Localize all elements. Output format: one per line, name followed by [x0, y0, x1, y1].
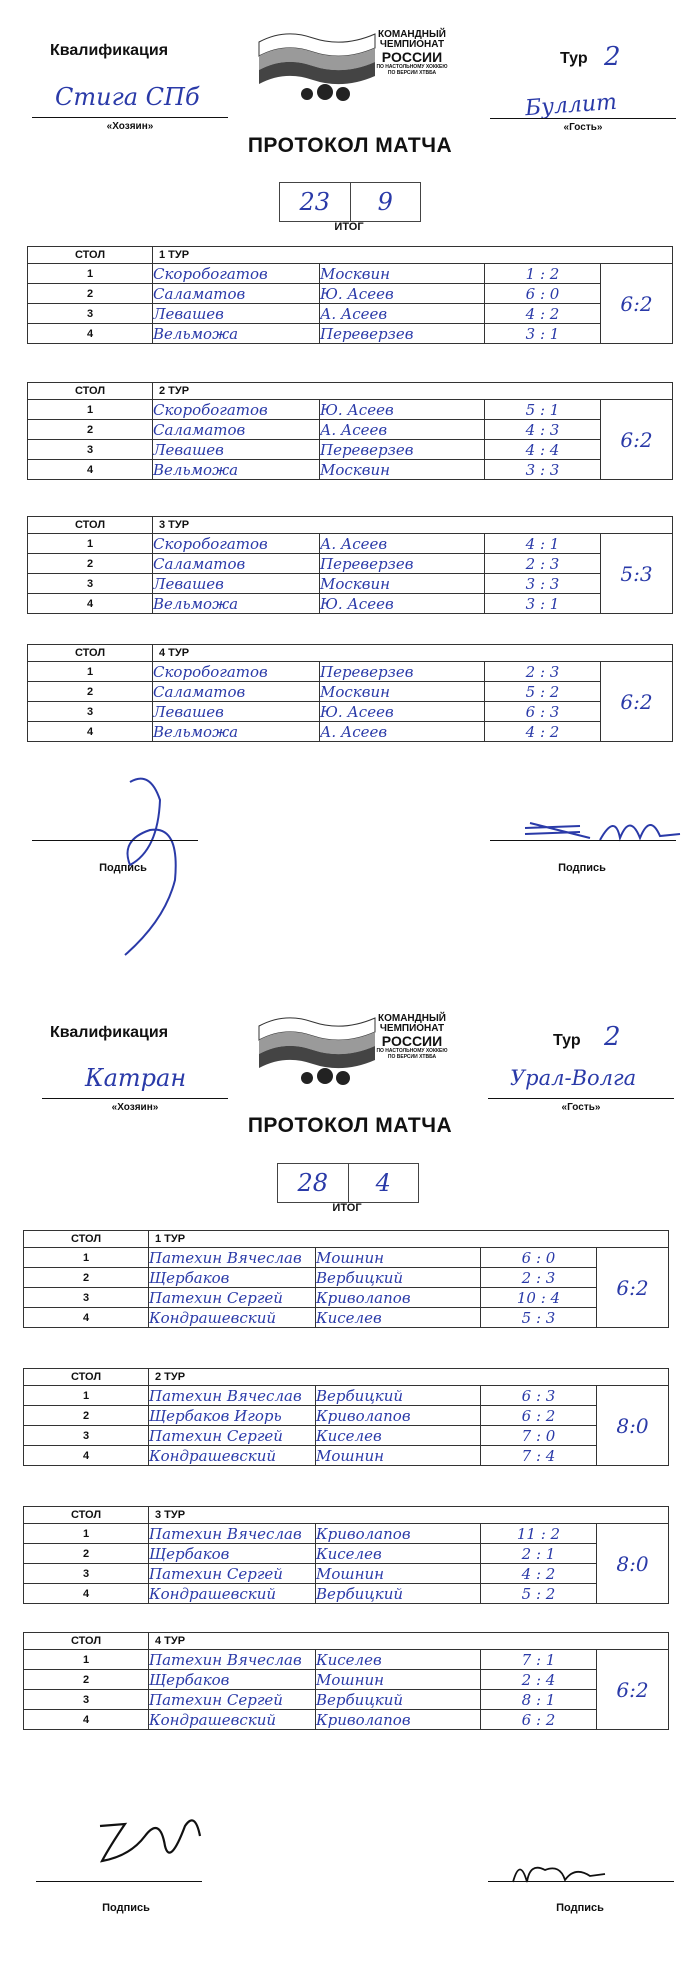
round-total: 8:0 [597, 1386, 669, 1466]
table-number: 1 [28, 534, 153, 554]
game-score: 6 : 2 [481, 1406, 597, 1426]
table-row [28, 264, 673, 284]
final-score [277, 1163, 419, 1203]
table-number: 3 [24, 1564, 149, 1584]
table-row [24, 1288, 669, 1308]
round-table-2 [27, 382, 673, 480]
guest-player: Ю. Асеев [320, 284, 485, 304]
table-row [28, 284, 673, 304]
game-score: 4 : 2 [485, 304, 601, 324]
game-score: 2 : 3 [481, 1268, 597, 1288]
game-score: 6 : 0 [485, 284, 601, 304]
game-score: 8 : 1 [481, 1690, 597, 1710]
table-number: 2 [28, 682, 153, 702]
match-protocol-2 [0, 1004, 700, 1962]
itog-label: ИТОГ [332, 1202, 362, 1214]
game-score: 5 : 3 [481, 1308, 597, 1328]
final-score [279, 182, 421, 222]
round-label: 4 ТУР [153, 645, 673, 662]
game-score: 3 : 1 [485, 324, 601, 344]
home-player: Патехин Сергей [149, 1288, 316, 1308]
guest-player: Вербицкий [316, 1584, 481, 1604]
table-number: 3 [24, 1288, 149, 1308]
championship-logo [255, 1012, 380, 1087]
table-number: 2 [28, 420, 153, 440]
round-table-1 [27, 246, 673, 344]
logo-line: ПО НАСТОЛЬНОМУ ХОККЕЮ [376, 1048, 448, 1054]
table-row [24, 1710, 669, 1730]
table-number: 1 [28, 264, 153, 284]
guest-player: А. Асеев [320, 304, 485, 324]
table-number: 1 [24, 1650, 149, 1670]
round-table-4 [23, 1632, 669, 1730]
guest-player: Переверзев [320, 662, 485, 682]
table-row [28, 702, 673, 722]
table-row [28, 420, 673, 440]
home-player: Скоробогатов [153, 400, 320, 420]
game-score: 7 : 1 [481, 1650, 597, 1670]
round-label: 2 ТУР [149, 1369, 669, 1386]
home-player: Левашев [153, 702, 320, 722]
table-number: 4 [24, 1710, 149, 1730]
guest-player: А. Асеев [320, 534, 485, 554]
game-score: 6 : 3 [481, 1386, 597, 1406]
round-label: 2 ТУР [153, 383, 673, 400]
home-player: Саламатов [153, 420, 320, 440]
logo-line: ЧЕМПИОНАТ [379, 39, 445, 50]
game-score: 2 : 1 [481, 1544, 597, 1564]
guest-player: Мошнин [316, 1670, 481, 1690]
tour-label: Тур [560, 50, 588, 67]
round-total: 5:3 [601, 534, 673, 614]
round-table-1 [23, 1230, 669, 1328]
home-player: Вельможа [153, 324, 320, 344]
table-number: 1 [24, 1386, 149, 1406]
table-row [24, 1308, 669, 1328]
guest-caption: «Гость» [561, 1102, 601, 1113]
guest-player: Москвин [320, 264, 485, 284]
table-number: 2 [24, 1670, 149, 1690]
table-number: 3 [24, 1426, 149, 1446]
home-player: Вельможа [153, 460, 320, 480]
home-player: Саламатов [153, 682, 320, 702]
page-title: ПРОТОКОЛ МАТЧА [247, 1114, 453, 1137]
table-row [28, 682, 673, 702]
table-number: 4 [28, 722, 153, 742]
guest-team-name: Урал-Волга [510, 1066, 637, 1090]
guest-team-name: Буллит [524, 89, 618, 122]
table-row [24, 1248, 669, 1268]
home-player: Вельможа [153, 722, 320, 742]
game-score: 4 : 3 [485, 420, 601, 440]
table-number: 4 [24, 1446, 149, 1466]
home-team-name: Стига СПб [55, 83, 200, 111]
table-number: 2 [24, 1268, 149, 1288]
round-label: 4 ТУР [149, 1633, 669, 1650]
stol-header: СТОЛ [24, 1369, 149, 1386]
home-caption: «Хозяин» [106, 121, 154, 132]
game-score: 3 : 3 [485, 460, 601, 480]
table-row [24, 1690, 669, 1710]
logo-line: КОМАНДНЫЙ [378, 1013, 446, 1024]
stol-header: СТОЛ [24, 1231, 149, 1248]
guest-player: Вербицкий [316, 1690, 481, 1710]
home-player: Щербаков [149, 1670, 316, 1690]
game-score: 6 : 0 [481, 1248, 597, 1268]
round-total: 6:2 [597, 1248, 669, 1328]
round-label: 1 ТУР [153, 247, 673, 264]
game-score: 4 : 4 [485, 440, 601, 460]
table-number: 1 [24, 1524, 149, 1544]
logo-line: РОССИИ [381, 49, 443, 65]
table-number: 3 [24, 1690, 149, 1710]
round-table-3 [27, 516, 673, 614]
game-score: 5 : 1 [485, 400, 601, 420]
table-row [24, 1386, 669, 1406]
home-player: Кондрашевский [149, 1710, 316, 1730]
guest-player: Мошнин [316, 1446, 481, 1466]
home-signature [90, 1806, 210, 1876]
home-player: Патехин Вячеслав [149, 1524, 316, 1544]
table-row [28, 554, 673, 574]
game-score: 7 : 0 [481, 1426, 597, 1446]
home-player: Вельможа [153, 594, 320, 614]
stol-header: СТОЛ [24, 1507, 149, 1524]
guest-player: Переверзев [320, 324, 485, 344]
signature-label: Подпись [556, 1902, 604, 1914]
home-player: Левашев [153, 574, 320, 594]
table-number: 4 [28, 324, 153, 344]
game-score: 7 : 4 [481, 1446, 597, 1466]
game-score: 4 : 2 [485, 722, 601, 742]
table-row [24, 1650, 669, 1670]
guest-caption: «Гость» [563, 122, 603, 133]
home-player: Саламатов [153, 554, 320, 574]
game-score: 2 : 3 [485, 554, 601, 574]
table-row [28, 460, 673, 480]
signature-label: Подпись [99, 862, 147, 874]
logo-line: КОМАНДНЫЙ [378, 29, 446, 40]
guest-player: Вербицкий [316, 1268, 481, 1288]
home-player: Левашев [153, 440, 320, 460]
table-row [24, 1564, 669, 1584]
home-player: Щербаков [149, 1268, 316, 1288]
table-number: 3 [28, 304, 153, 324]
game-score: 3 : 3 [485, 574, 601, 594]
page-title: ПРОТОКОЛ МАТЧА [247, 134, 453, 157]
table-row [24, 1524, 669, 1544]
table-row [24, 1406, 669, 1426]
table-row [24, 1670, 669, 1690]
home-player: Саламатов [153, 284, 320, 304]
guest-player: Переверзев [320, 440, 485, 460]
game-score: 4 : 2 [481, 1564, 597, 1584]
match-protocol-1 [0, 0, 700, 958]
guest-player: Криволапов [316, 1524, 481, 1544]
stol-header: СТОЛ [28, 645, 153, 662]
table-number: 1 [28, 662, 153, 682]
guest-player: Криволапов [316, 1288, 481, 1308]
stol-header: СТОЛ [28, 383, 153, 400]
home-score: 23 [299, 188, 331, 216]
home-score: 28 [297, 1169, 329, 1197]
championship-logo [255, 28, 380, 103]
table-row [24, 1426, 669, 1446]
stol-header: СТОЛ [28, 247, 153, 264]
table-number: 4 [28, 460, 153, 480]
guest-player: Киселев [316, 1426, 481, 1446]
game-score: 2 : 4 [481, 1670, 597, 1690]
table-number: 2 [28, 284, 153, 304]
table-number: 2 [24, 1406, 149, 1426]
home-player: Левашев [153, 304, 320, 324]
table-row [24, 1544, 669, 1564]
round-total: 6:2 [601, 662, 673, 742]
home-player: Патехин Сергей [149, 1564, 316, 1584]
game-score: 1 : 2 [485, 264, 601, 284]
guest-player: Киселев [316, 1650, 481, 1670]
round-table-3 [23, 1506, 669, 1604]
table-row [28, 440, 673, 460]
guest-signature [505, 1852, 615, 1892]
itog-label: ИТОГ [334, 221, 364, 233]
game-score: 10 : 4 [481, 1288, 597, 1308]
logo-line: ЧЕМПИОНАТ [379, 1023, 445, 1034]
logo-line: РОССИИ [381, 1033, 443, 1049]
table-row [28, 662, 673, 682]
home-player: Щербаков Игорь [149, 1406, 316, 1426]
stol-header: СТОЛ [24, 1633, 149, 1650]
home-player: Патехин Вячеслав [149, 1248, 316, 1268]
tour-number: 2 [604, 42, 621, 72]
home-team-name: Катран [85, 1064, 187, 1092]
home-player: Кондрашевский [149, 1308, 316, 1328]
stol-header: СТОЛ [28, 517, 153, 534]
guest-player: Криволапов [316, 1710, 481, 1730]
home-player: Щербаков [149, 1544, 316, 1564]
table-number: 4 [24, 1584, 149, 1604]
qualification-label: Квалификация [50, 1024, 169, 1041]
game-score: 6 : 2 [481, 1710, 597, 1730]
round-total: 6:2 [597, 1650, 669, 1730]
round-label: 3 ТУР [149, 1507, 669, 1524]
round-table-2 [23, 1368, 669, 1466]
table-number: 2 [28, 554, 153, 574]
table-number: 2 [24, 1544, 149, 1564]
guest-player: Москвин [320, 574, 485, 594]
table-number: 1 [24, 1248, 149, 1268]
guest-player: Ю. Асеев [320, 702, 485, 722]
qualification-label: Квалификация [50, 42, 169, 59]
table-number: 4 [28, 594, 153, 614]
guest-player: Ю. Асеев [320, 400, 485, 420]
home-player: Скоробогатов [153, 662, 320, 682]
home-player: Патехин Вячеслав [149, 1386, 316, 1406]
table-number: 1 [28, 400, 153, 420]
table-row [28, 400, 673, 420]
game-score: 6 : 3 [485, 702, 601, 722]
logo-line: ПО ВЕРСИИ ХТВБА [387, 70, 437, 76]
table-row [24, 1446, 669, 1466]
signature-label: Подпись [558, 862, 606, 874]
table-row [28, 304, 673, 324]
table-number: 3 [28, 440, 153, 460]
home-player: Кондрашевский [149, 1584, 316, 1604]
guest-player: Вербицкий [316, 1386, 481, 1406]
home-player: Кондрашевский [149, 1446, 316, 1466]
guest-player: Мошнин [316, 1248, 481, 1268]
table-row [28, 574, 673, 594]
logo-line: ПО НАСТОЛЬНОМУ ХОККЕЮ [376, 64, 448, 70]
table-number: 3 [28, 574, 153, 594]
home-player: Патехин Сергей [149, 1426, 316, 1446]
table-row [24, 1584, 669, 1604]
guest-player: А. Асеев [320, 420, 485, 440]
round-label: 1 ТУР [149, 1231, 669, 1248]
guest-score: 9 [350, 183, 421, 221]
game-score: 4 : 1 [485, 534, 601, 554]
table-row [28, 534, 673, 554]
round-total: 6:2 [601, 400, 673, 480]
round-table-4 [27, 644, 673, 742]
home-player: Скоробогатов [153, 264, 320, 284]
table-number: 4 [24, 1308, 149, 1328]
guest-player: Криволапов [316, 1406, 481, 1426]
game-score: 5 : 2 [485, 682, 601, 702]
guest-player: Мошнин [316, 1564, 481, 1584]
game-score: 11 : 2 [481, 1524, 597, 1544]
guest-player: Ю. Асеев [320, 594, 485, 614]
guest-score: 4 [348, 1164, 419, 1202]
guest-player: Киселев [316, 1308, 481, 1328]
guest-player: Переверзев [320, 554, 485, 574]
home-player: Скоробогатов [153, 534, 320, 554]
table-row [28, 722, 673, 742]
round-total: 8:0 [597, 1524, 669, 1604]
game-score: 3 : 1 [485, 594, 601, 614]
guest-player: Киселев [316, 1544, 481, 1564]
guest-player: Москвин [320, 460, 485, 480]
game-score: 5 : 2 [481, 1584, 597, 1604]
tour-number: 2 [604, 1022, 621, 1052]
home-player: Патехин Вячеслав [149, 1650, 316, 1670]
guest-player: А. Асеев [320, 722, 485, 742]
home-caption: «Хозяин» [111, 1102, 159, 1113]
round-total: 6:2 [601, 264, 673, 344]
round-label: 3 ТУР [153, 517, 673, 534]
table-row [24, 1268, 669, 1288]
guest-player: Москвин [320, 682, 485, 702]
tour-label: Тур [553, 1032, 581, 1049]
table-row [28, 324, 673, 344]
logo-line: ПО ВЕРСИИ ХТВБА [387, 1054, 437, 1060]
table-row [28, 594, 673, 614]
game-score: 2 : 3 [485, 662, 601, 682]
home-player: Патехин Сергей [149, 1690, 316, 1710]
signature-label: Подпись [102, 1902, 150, 1914]
guest-signature [520, 808, 690, 848]
table-number: 3 [28, 702, 153, 722]
